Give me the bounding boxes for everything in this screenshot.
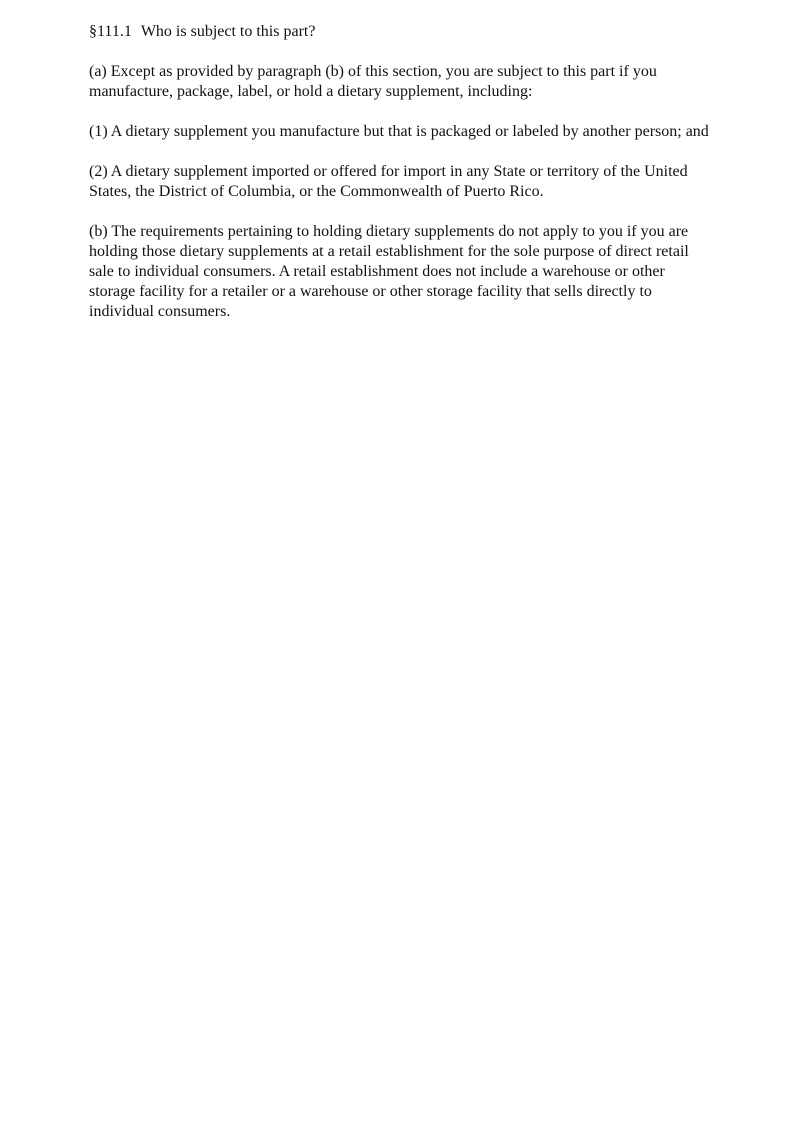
section-heading xyxy=(89,22,709,42)
section-title: Who is subject to this part? xyxy=(140,23,316,40)
document-page xyxy=(89,22,709,342)
section-number: §111.1 xyxy=(89,23,132,40)
paragraph-a-2: (2) A dietary supplement imported or offered for import in any State or territory of the United States, the District of Columbia, or the Commonwealth of Puerto Rico. xyxy=(89,163,688,200)
paragraph-b: (b) The requirements pertaining to holding dietary supplements do not apply to you if you are holding those dietary supplements at a retail establishment for the sole purpose of direct retail sale to individual consumers. A retail establishment does not include a warehouse or other storage facility for a retailer or a warehouse or other storage facility that sells directly to individual consumers. xyxy=(89,223,689,320)
paragraph-a-1: (1) A dietary supplement you manufacture but that is packaged or labeled by another person; and xyxy=(89,123,709,140)
paragraph-a: (a) Except as provided by paragraph (b) of this section, you are subject to this part if you manufacture, package, label, or hold a dietary supplement, including: xyxy=(89,63,657,100)
